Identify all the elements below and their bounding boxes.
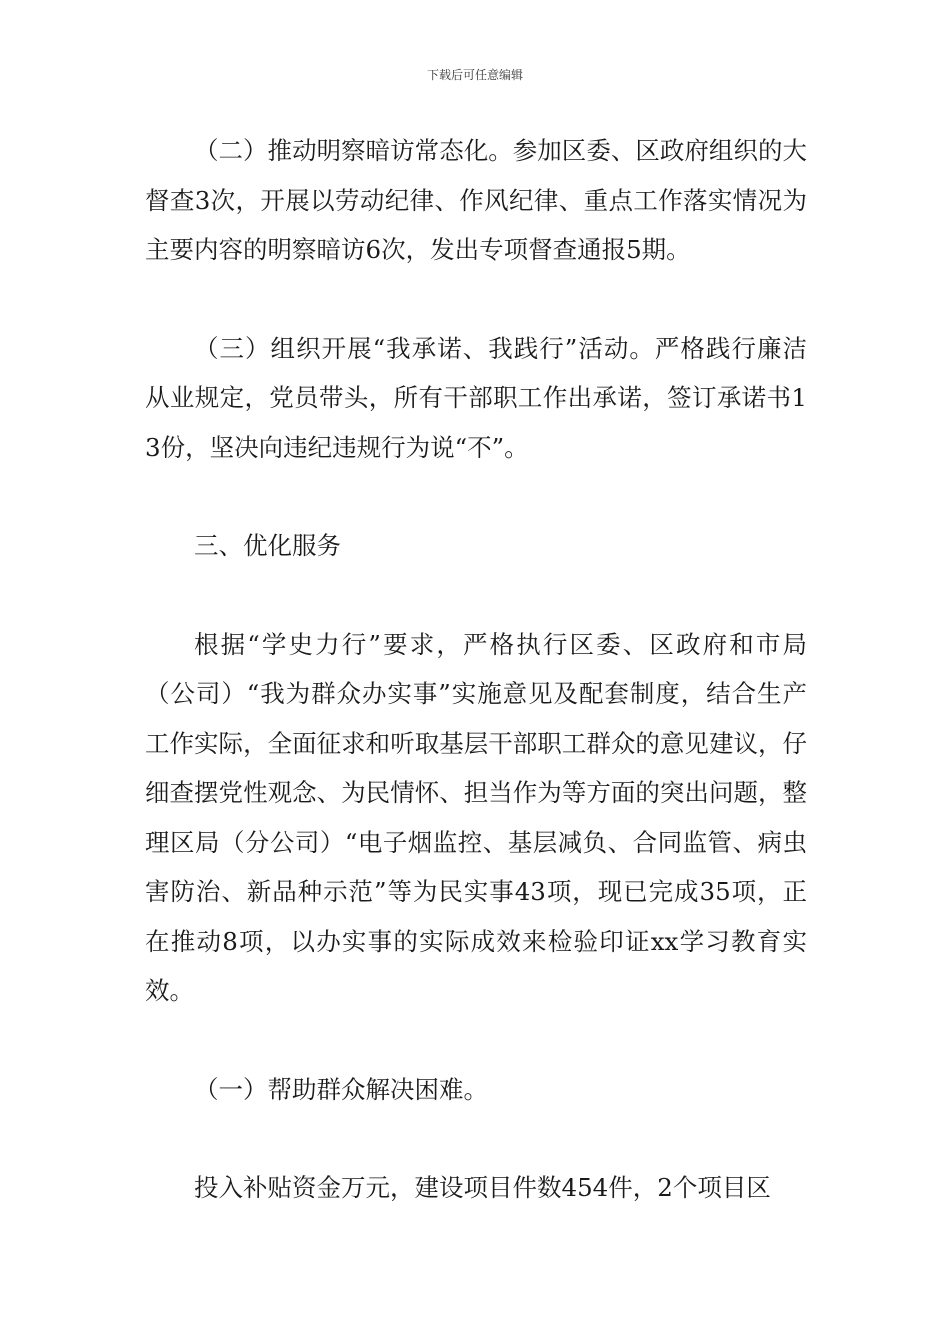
document-body: [145, 126, 807, 1213]
paragraph-gap: [145, 1114, 807, 1163]
subheading-help-masses: （一）帮助群众解决困难。: [194, 1074, 488, 1104]
section-heading-optimize-service: 三、优化服务: [194, 531, 341, 560]
paragraph-commitment-activity: （三）组织开展“我承诺、我践行”活动。严格践行廉洁从业规定，党员带头，所有干部职工作出承诺，签订承诺书13份，坚决向违纪违规行为说“不”。: [145, 333, 807, 462]
paragraph-practical-matters: 根据“学史力行”要求，严格执行区委、区政府和市局（公司）“我为群众办实事”实施意见及配套制度，结合生产工作实际，全面征求和听取基层干部职工群众的意见建议，仔细查摆党性观念、为民情怀、担当作为等方面的突出问题，整理区局（分公司）“电子烟监控、基层减负、合同监管、病虫害防治、新品种示范”等为民实事43项，现已完成35项，正在推动8项，以办实事的实际成效来检验印证xx学习教育实效。: [145, 629, 807, 1005]
page-header-note: 下载后可任意编辑: [426, 68, 523, 82]
paragraph-inspection-normalization: （二）推动明察暗访常态化。参加区委、区政府组织的大督查3次，开展以劳动纪律、作风纪律、重点工作落实情况为主要内容的明察暗访6次，发出专项督查通报5期。: [145, 136, 807, 264]
paragraph-gap: [145, 275, 807, 324]
paragraph-subsidy-funds: 投入补贴资金万元，建设项目件数454件，2个项目区: [194, 1173, 771, 1202]
paragraph-gap: [145, 571, 807, 620]
paragraph-gap: [145, 1016, 807, 1065]
paragraph-gap: [145, 472, 807, 521]
